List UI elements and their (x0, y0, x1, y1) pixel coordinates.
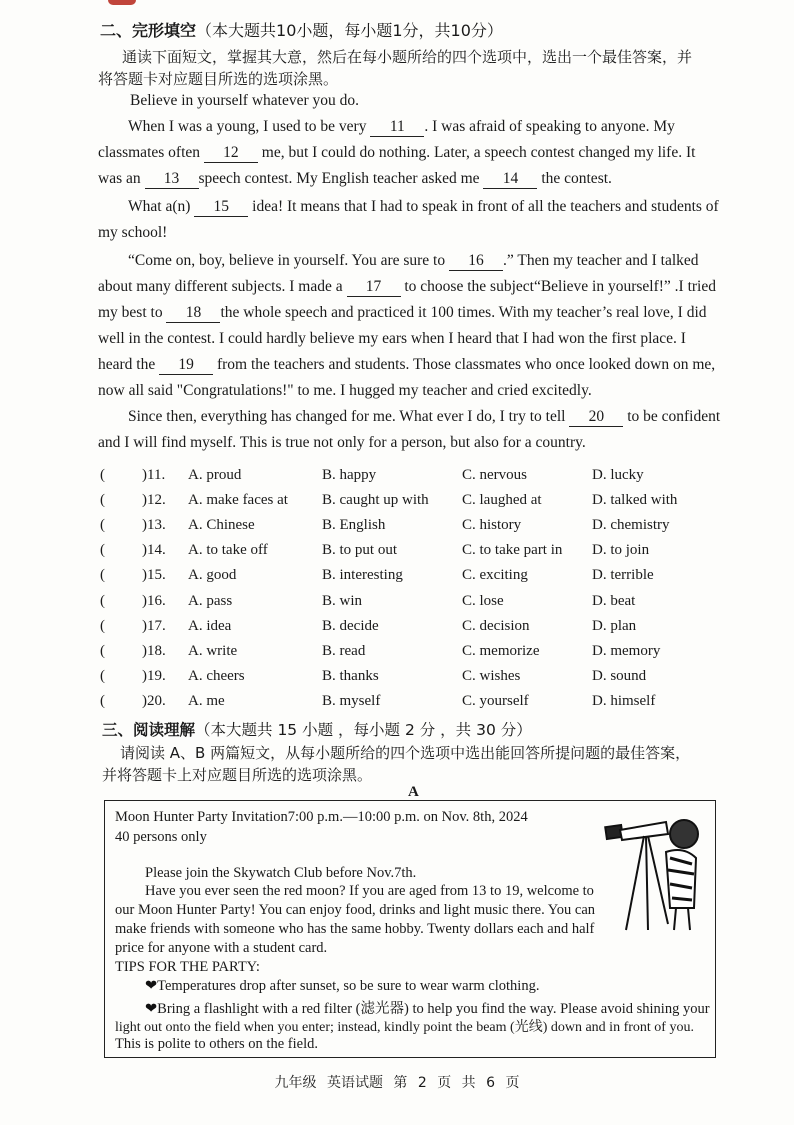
option-b: B. English (322, 517, 386, 534)
tips-title: TIPS FOR THE PARTY: (115, 959, 260, 975)
option-a: A. make faces at (188, 492, 288, 509)
invitation-body-1: Have you ever seen the red moon? If you are aged from 13 to 19, welcome to (145, 883, 594, 899)
section3-instruction-1: 请阅读 A、B 两篇短文，从每小题所给的四个选项中选出能回答所提问题的最佳答案， (120, 744, 691, 762)
section3-note: （本大题共 15 小题 ，每小题 2 分 ，共 30 分） (195, 721, 532, 739)
invitation-body-3: make friends with someone who has the same hobby. Twenty dollars each and half (115, 921, 595, 937)
invitation-join: Please join the Skywatch Club before Nov.7th. (145, 865, 417, 881)
passage-line-13: and I will find myself. This is true not only for a person, but also for a country. (98, 434, 586, 451)
tip-2-end: This is polite to others on the field. (115, 1036, 318, 1052)
answer-paren[interactable]: ( (100, 692, 105, 709)
passage-line-9: well in the contest. I could hardly believe my ears when I heard that I had won the first place. I (98, 330, 686, 347)
question-number: )17. (142, 617, 166, 634)
option-d: D. terrible (592, 567, 654, 584)
option-d: D. to join (592, 542, 650, 559)
passage-a-label: A (408, 784, 419, 800)
option-b: B. win (322, 592, 363, 609)
answer-paren[interactable]: ( (100, 542, 105, 559)
option-d: D. lucky (592, 467, 644, 483)
answer-paren[interactable]: ( (100, 667, 105, 684)
question-row (100, 618, 720, 640)
question-number: )19. (142, 667, 166, 684)
page-footer: 九年级 英语试题 第 2 页 共 6 页 (274, 1075, 520, 1091)
option-c: C. memorize (462, 642, 540, 659)
option-b: B. decide (322, 617, 379, 634)
passage-line-11: now all said "Congratulations!" to me. I hugged my teacher and cried excitedly. (98, 382, 592, 399)
heart-icon: ❤ (145, 978, 158, 994)
red-mark (108, 0, 136, 5)
blank-16: 16 (449, 252, 503, 271)
question-row (100, 517, 720, 539)
option-c: C. lose (462, 592, 504, 609)
question-number: )16. (142, 592, 166, 609)
option-a: A. Chinese (188, 517, 255, 534)
invitation-body-4: price for anyone with a student card. (115, 940, 328, 956)
section2-title: 二、完形填空 (100, 21, 197, 40)
option-a: A. proud (188, 467, 242, 483)
answer-paren[interactable]: ( (100, 642, 105, 659)
question-number: )20. (142, 692, 166, 709)
option-c: C. to take part in (462, 542, 563, 559)
option-c: C. yourself (462, 692, 529, 709)
question-row (100, 542, 720, 564)
question-number: )15. (142, 567, 166, 584)
option-a: A. good (188, 567, 237, 584)
question-number: )12. (142, 492, 166, 509)
option-b: B. thanks (322, 667, 379, 684)
invitation-body-2: our Moon Hunter Party! You can enjoy food, drinks and light music there. You can (115, 902, 596, 918)
section3-title: 三、阅读理解 (102, 721, 196, 739)
invitation-title: Moon Hunter Party Invitation7:00 p.m.—10:00 p.m. on Nov. 8th, 2024 (115, 809, 528, 825)
answer-paren[interactable]: ( (100, 517, 105, 534)
passage-line-3: was an 13 speech contest. My English teacher asked me 14 the contest. (98, 170, 612, 187)
question-row (100, 467, 720, 489)
answer-paren[interactable]: ( (100, 567, 105, 584)
option-b: B. read (322, 642, 366, 659)
question-number: )18. (142, 642, 166, 659)
passage-line-6: “Come on, boy, believe in yourself. You are sure to 16 .” Then my teacher and I talked (128, 252, 699, 269)
option-a: A. me (188, 692, 225, 709)
blank-15: 15 (194, 198, 248, 217)
option-a: A. cheers (188, 667, 245, 684)
option-b: B. to put out (322, 542, 398, 559)
tip-2-cont: light out onto the field when you enter; instead, kindly point the beam (光线) down and in front of you. (115, 1020, 694, 1035)
answer-paren[interactable]: ( (100, 592, 105, 609)
option-c: C. decision (462, 617, 530, 634)
section2-instruction-2: 将答题卡对应题目所选的选项涂黑。 (98, 70, 339, 88)
option-d: D. plan (592, 617, 637, 634)
question-row (100, 567, 720, 589)
passage-line-5: my school! (98, 224, 168, 241)
section2-heading (100, 18, 503, 41)
passage-line-12: Since then, everything has changed for me. What ever I do, I try to tell 20 to be confident (128, 408, 721, 425)
option-d: D. beat (592, 592, 636, 609)
option-b: B. caught up with (322, 492, 429, 509)
option-c: C. wishes (462, 667, 521, 684)
option-c: C. laughed at (462, 492, 542, 509)
tip-2: ❤Bring a flashlight with a red filter (滤光器) to help you find the way. Please avoid shining your (145, 1001, 710, 1017)
option-d: D. chemistry (592, 517, 670, 534)
option-b: B. happy (322, 467, 377, 483)
answer-paren[interactable]: ( (100, 467, 105, 483)
section3-instruction-2: 并将答题卡上对应题目所选的选项涂黑。 (102, 766, 373, 784)
section3-heading (102, 718, 532, 740)
question-row (100, 492, 720, 514)
option-d: D. memory (592, 642, 661, 659)
heart-icon: ❤ (145, 1001, 158, 1017)
blank-17: 17 (347, 278, 401, 297)
option-a: A. idea (188, 617, 232, 634)
passage-line-7: about many different subjects. I made a 17 to choose the subject“Believe in yourself!” .I tried (98, 278, 716, 295)
option-a: A. pass (188, 592, 233, 609)
blank-20: 20 (569, 408, 623, 427)
option-b: B. myself (322, 692, 381, 709)
passage-line-2: classmates often 12 me, but I could do nothing. Later, a speech contest changed my life. It (98, 144, 696, 161)
option-b: B. interesting (322, 567, 403, 584)
question-row (100, 693, 720, 715)
question-row (100, 643, 720, 665)
invitation-capacity: 40 persons only (115, 829, 207, 845)
blank-13: 13 (145, 170, 199, 189)
question-row (100, 593, 720, 615)
blank-12: 12 (204, 144, 258, 163)
blank-18: 18 (166, 304, 220, 323)
passage-title: Believe in yourself whatever you do. (130, 92, 359, 109)
answer-paren[interactable]: ( (100, 492, 105, 509)
question-row (100, 668, 720, 690)
question-number: )13. (142, 517, 166, 534)
option-d: D. sound (592, 667, 647, 684)
option-c: C. nervous (462, 467, 527, 483)
option-d: D. himself (592, 692, 656, 709)
answer-paren[interactable]: ( (100, 617, 105, 634)
blank-14: 14 (483, 170, 537, 189)
passage-line-8: my best to 18 the whole speech and practiced it 100 times. With my teacher’s real love, I did (98, 304, 707, 321)
blank-11: 11 (370, 118, 424, 137)
passage-line-4: What a(n) 15 idea! It means that I had to speak in front of all the teachers and students of (128, 198, 719, 215)
passage-line-10: heard the 19 from the teachers and students. Those classmates who once looked down on me, (98, 356, 716, 373)
passage-line-1: When I was a young, I used to be very 11 . I was afraid of speaking to anyone. My (128, 118, 675, 135)
section2-note: （本大题共10小题，每小题1分，共10分） (196, 21, 503, 40)
option-c: C. history (462, 517, 522, 534)
option-a: A. to take off (188, 542, 268, 559)
question-number: )14. (142, 542, 166, 559)
option-d: D. talked with (592, 492, 678, 509)
option-c: C. exciting (462, 567, 528, 584)
option-a: A. write (188, 642, 238, 659)
tip-1: ❤Temperatures drop after sunset, so be sure to wear warm clothing. (145, 978, 540, 994)
blank-19: 19 (159, 356, 213, 375)
section2-instruction-1: 通读下面短文，掌握其大意，然后在每小题所给的四个选项中，选出一个最佳答案，并 (122, 48, 693, 66)
question-number: )11. (142, 467, 166, 483)
telescope-illustration (604, 812, 712, 932)
